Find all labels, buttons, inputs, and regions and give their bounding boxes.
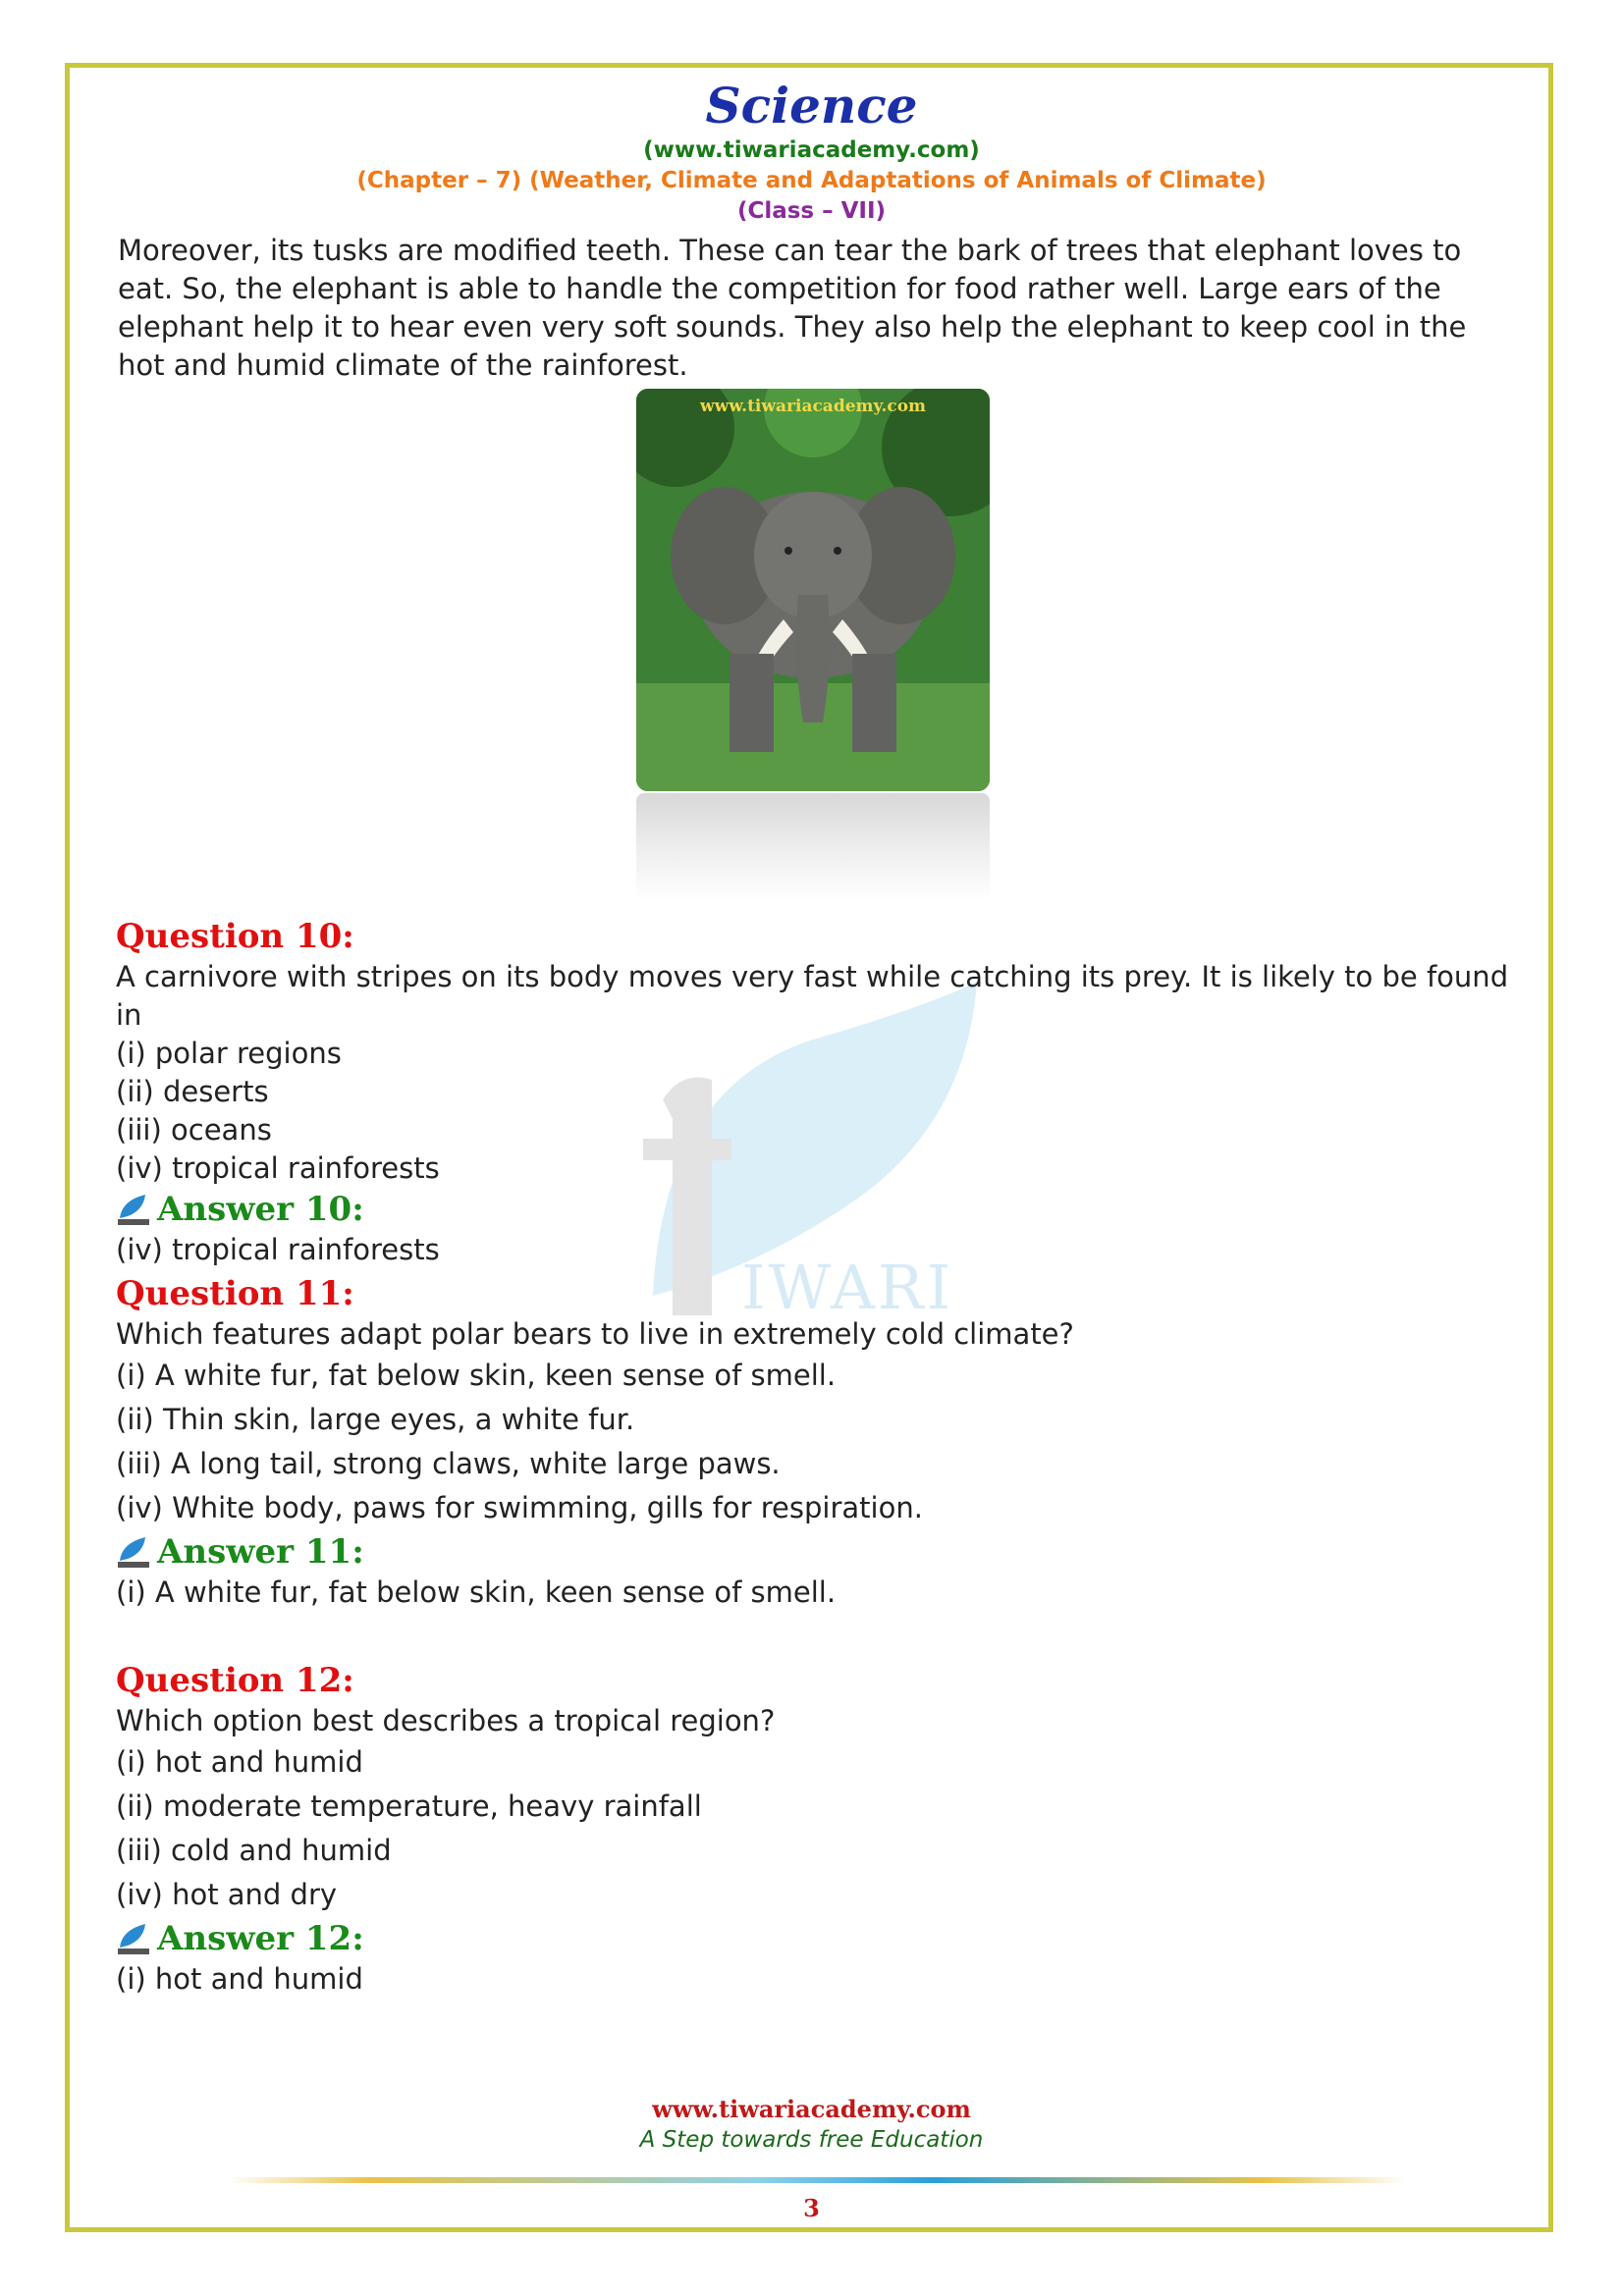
answer-heading-text: Answer 12:: [157, 1919, 364, 1958]
watermark-text: IWARI: [741, 1252, 954, 1323]
elephant-photo: [636, 389, 990, 899]
footer-divider: [228, 2177, 1406, 2183]
option: (iv) tropical rainforests: [116, 1151, 440, 1185]
footer-tagline: A Step towards free Education: [639, 2127, 984, 2153]
elephant-image: [636, 389, 990, 791]
elephant-illustration: [636, 389, 990, 791]
option: (iv) White body, paws for swimming, gills for respiration.: [116, 1491, 923, 1524]
option: (ii) deserts: [116, 1075, 269, 1108]
question-heading: Question 10:: [116, 917, 354, 956]
option: (i) polar regions: [116, 1037, 342, 1070]
option: (ii) Thin skin, large eyes, a white fur.: [116, 1403, 635, 1436]
answer-heading-text: Answer 10:: [157, 1190, 364, 1229]
answer-text: (i) hot and humid: [116, 1962, 363, 1996]
question-heading: Question 12:: [116, 1661, 354, 1700]
intro-paragraph: Moreover, its tusks are modified teeth. These can tear the bark of trees that elephant loves to eat. So, the elephant is able to handle the competition for food rather well. Large ears of the elephant help it to hear even very soft sounds. They also help the elephant to keep cool in the hot and humid climate of the rainforest.: [118, 234, 1467, 382]
question-text: A carnivore with stripes on its body moves very fast while catching its prey. It is likely to be found in: [116, 960, 1509, 1032]
question-11-block: [116, 1272, 1510, 1612]
option: (iv) hot and dry: [116, 1878, 338, 1911]
question-12-block: [116, 1659, 1510, 1999]
class-label: (Class – VII): [736, 198, 887, 224]
subject-title: Science: [705, 77, 918, 134]
tiwari-logo-icon: [116, 1922, 151, 1955]
page-footer: [0, 2094, 1623, 2155]
footer-website-link[interactable]: www.tiwariacademy.com: [652, 2095, 971, 2123]
tiwari-logo-icon: [116, 1535, 151, 1569]
question-text: Which option best describes a tropical region?: [116, 1704, 776, 1737]
header-website: (www.tiwariacademy.com): [643, 137, 980, 163]
question-10-block: [116, 915, 1510, 1269]
option: (ii) moderate temperature, heavy rainfall: [116, 1789, 702, 1823]
question-heading: Question 11:: [116, 1274, 354, 1313]
answer-heading: [116, 1917, 1510, 1960]
tiwari-logo-icon: [116, 1193, 151, 1226]
answer-text: (i) A white fur, fat below skin, keen sense of smell.: [116, 1575, 837, 1609]
answer-heading: [116, 1530, 1510, 1574]
page-header: [0, 77, 1623, 226]
answer-text: (iv) tropical rainforests: [116, 1233, 440, 1266]
option: (i) hot and humid: [116, 1745, 363, 1779]
photo-caption: www.tiwariacademy.com: [699, 397, 927, 416]
option: (iii) cold and humid: [116, 1834, 392, 1867]
option: (iii) A long tail, strong claws, white large paws.: [116, 1447, 781, 1480]
answer-heading-text: Answer 11:: [157, 1532, 364, 1572]
option: (iii) oceans: [116, 1113, 272, 1147]
page-number: 3: [803, 2194, 820, 2222]
chapter-title: (Chapter – 7) (Weather, Climate and Adaptations of Animals of Climate): [356, 168, 1267, 193]
answer-heading: [116, 1188, 1510, 1231]
photo-reflection: [636, 793, 990, 901]
option: (i) A white fur, fat below skin, keen sense of smell.: [116, 1359, 837, 1392]
question-text: Which features adapt polar bears to live in extremely cold climate?: [116, 1317, 1074, 1351]
